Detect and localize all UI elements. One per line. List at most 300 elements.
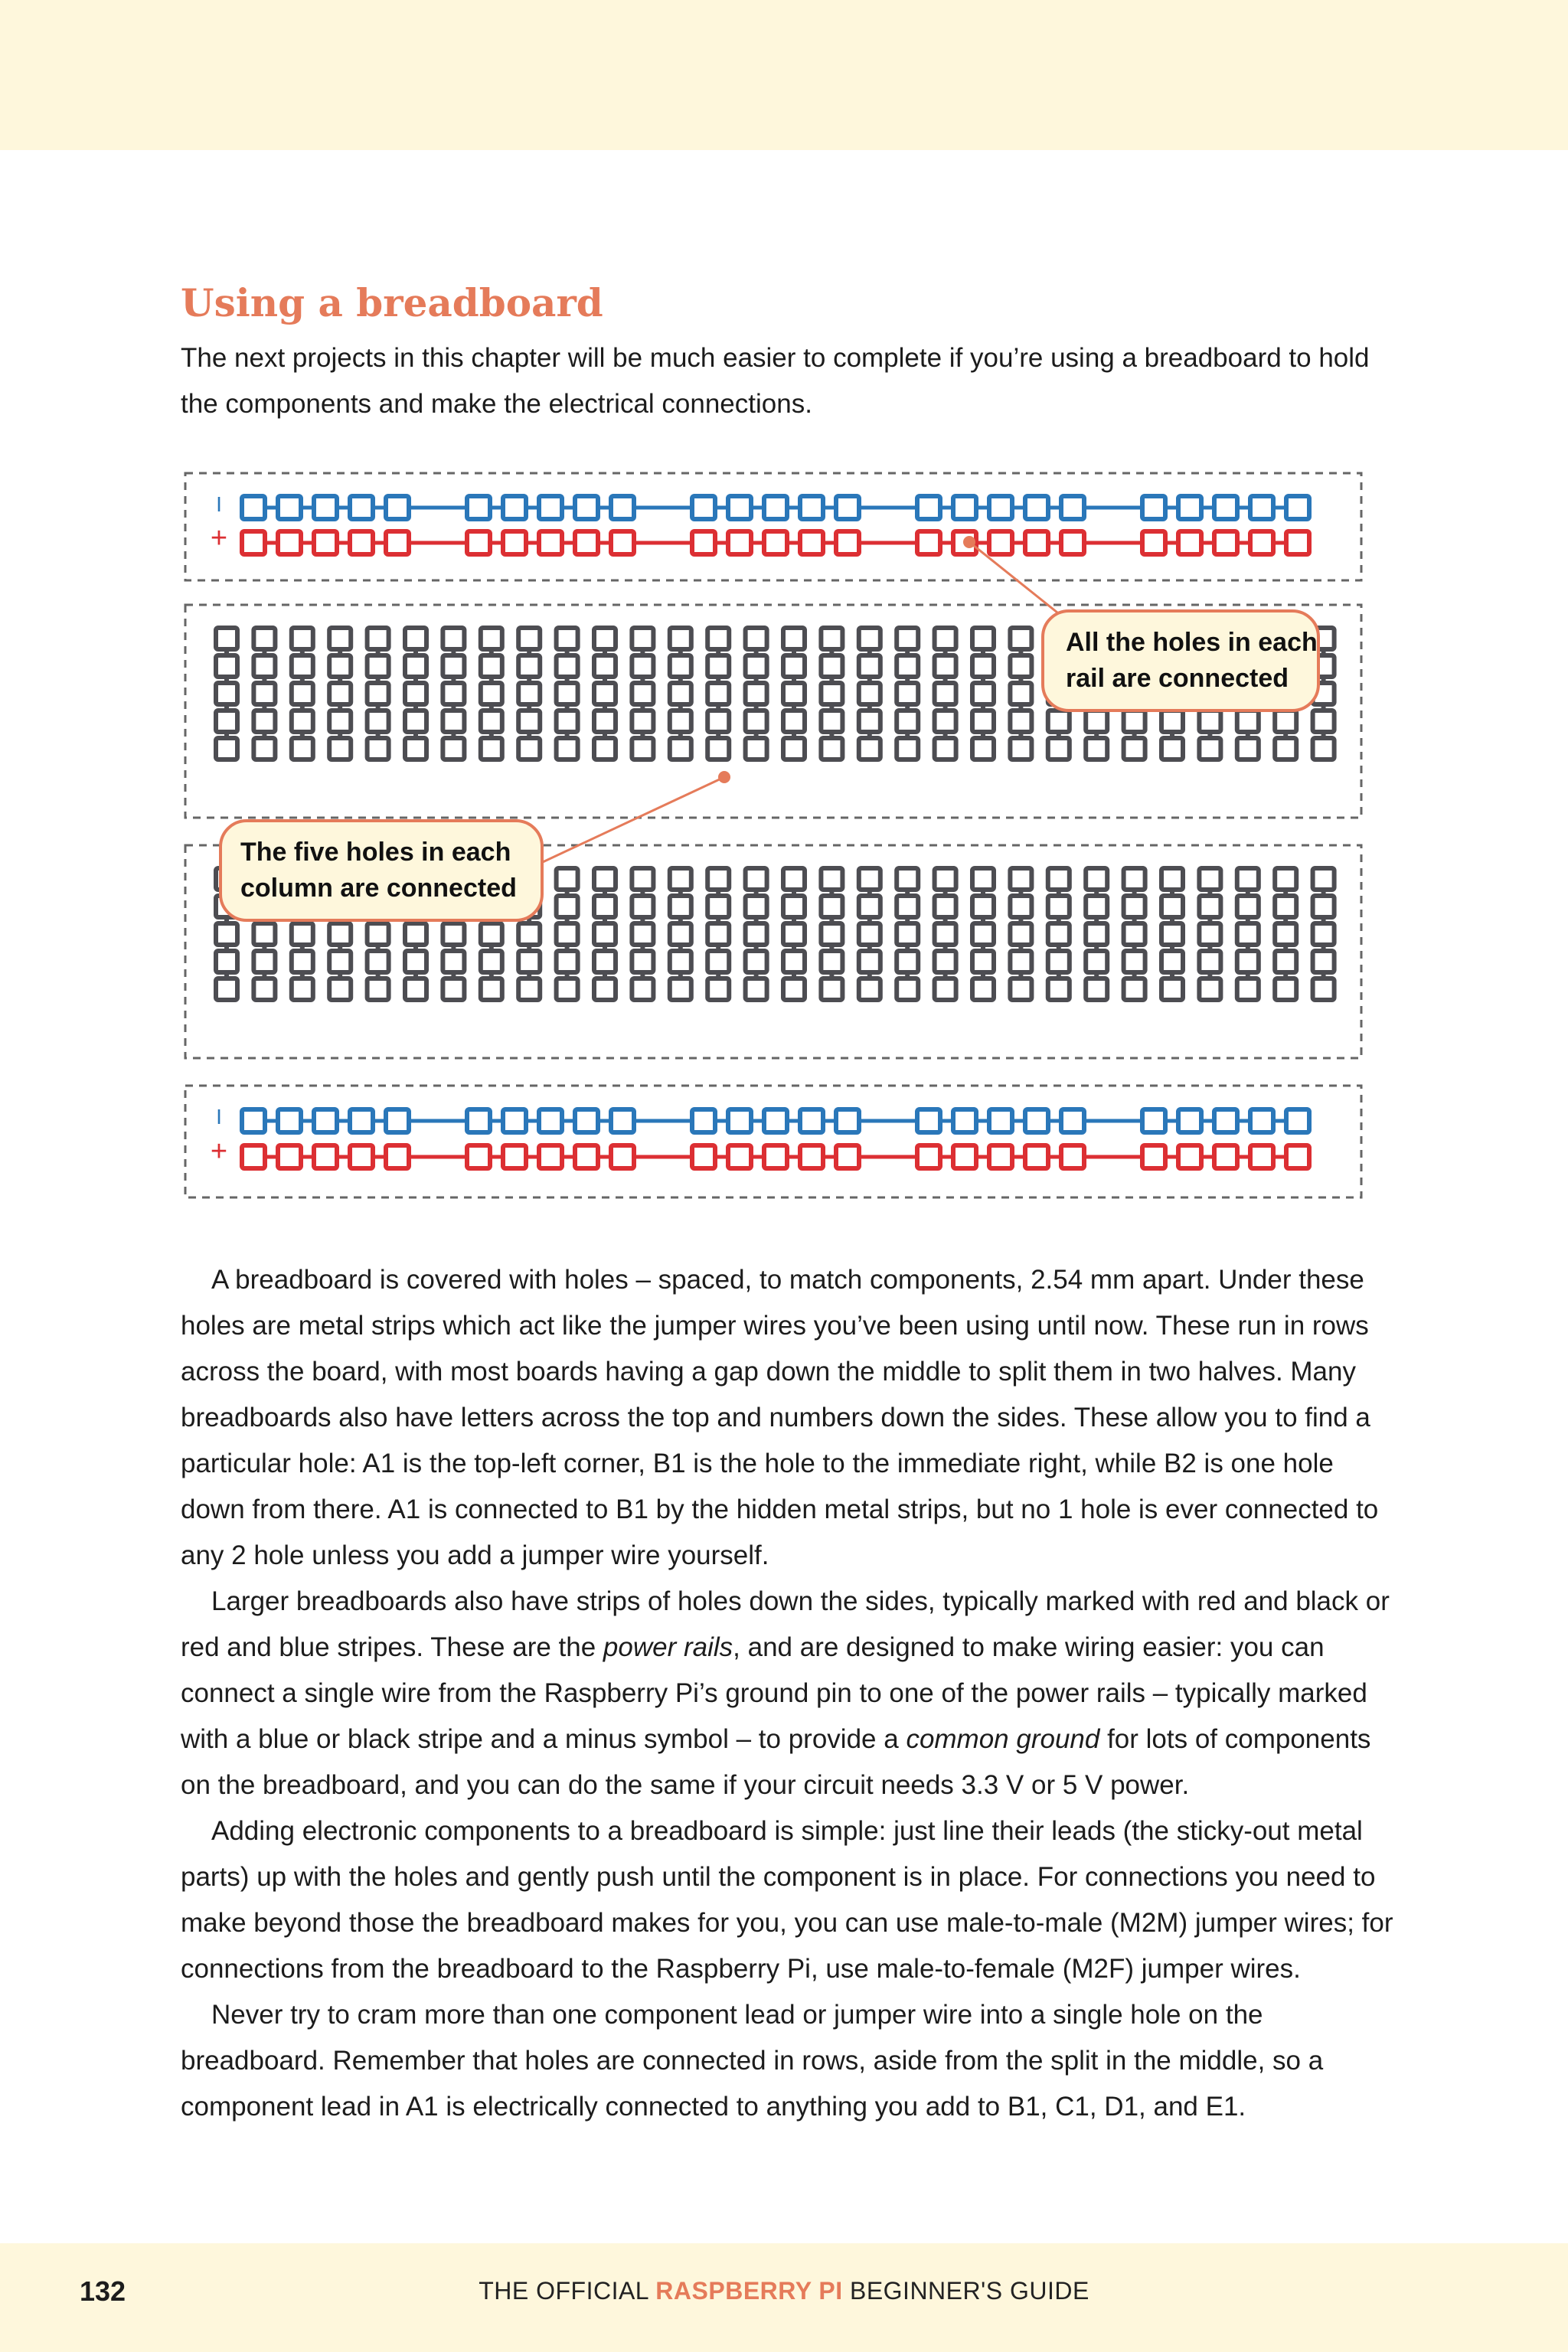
hole (1048, 951, 1070, 972)
hole (1237, 896, 1259, 917)
rail-hole (836, 496, 859, 519)
hole (783, 738, 805, 760)
hole (972, 683, 994, 704)
hole (935, 923, 956, 945)
hole (1237, 710, 1259, 732)
footer-title-suffix: BEGINNER'S GUIDE (842, 2277, 1089, 2305)
rail-hole (1250, 496, 1273, 519)
rail-hole (314, 1145, 337, 1168)
hole (783, 951, 805, 972)
callout-column-pointer (533, 777, 724, 867)
footer-title-accent: RASPBERRY PI (655, 2277, 843, 2305)
hole (897, 628, 918, 649)
rail-hole (728, 496, 751, 519)
hole (746, 978, 767, 1000)
hole (594, 628, 616, 649)
rail-hole (917, 1145, 940, 1168)
body-text (181, 1257, 1398, 2130)
rail-hole (386, 1109, 409, 1132)
rail-hole (467, 1145, 490, 1168)
hole (746, 923, 767, 945)
section-frame (185, 473, 1361, 580)
rail-hole (539, 531, 562, 554)
hole (670, 655, 691, 677)
hole (783, 923, 805, 945)
hole (746, 655, 767, 677)
bottom-minus-rail (242, 1109, 1309, 1132)
hole (1161, 951, 1183, 972)
hole (783, 710, 805, 732)
hole (1199, 868, 1220, 890)
hole (329, 978, 351, 1000)
hole (859, 923, 880, 945)
rail-hole (1286, 496, 1309, 519)
rail-hole (836, 1109, 859, 1132)
hole (821, 683, 842, 704)
hole (253, 738, 275, 760)
rail-hole (539, 1145, 562, 1168)
callout-rail-pointer (969, 542, 1069, 622)
hole (253, 978, 275, 1000)
hole (481, 923, 502, 945)
hole (443, 738, 464, 760)
rail-hole (1061, 531, 1084, 554)
hole (405, 655, 426, 677)
hole (632, 951, 653, 972)
hole (1161, 923, 1183, 945)
hole (1010, 738, 1031, 760)
hole (292, 710, 313, 732)
rail-hole (1250, 531, 1273, 554)
hole (594, 951, 616, 972)
hole (1048, 896, 1070, 917)
hole (746, 738, 767, 760)
rail-hole (242, 531, 265, 554)
hole (783, 896, 805, 917)
hole (557, 978, 578, 1000)
callout-rail-dot (963, 536, 975, 548)
hole (1048, 868, 1070, 890)
hole (557, 628, 578, 649)
rail-hole (764, 496, 787, 519)
hole (1086, 923, 1107, 945)
hole (1275, 951, 1296, 972)
hole (707, 628, 729, 649)
hole (368, 710, 389, 732)
body-paragraph-2 (181, 1579, 1398, 1808)
hole (216, 683, 237, 704)
hole (632, 738, 653, 760)
hole (1275, 978, 1296, 1000)
hole (1124, 868, 1145, 890)
rail-hole (1142, 1145, 1165, 1168)
rail-hole (1214, 531, 1237, 554)
hole (518, 710, 540, 732)
rail-hole (575, 531, 598, 554)
rail-hole (764, 1145, 787, 1168)
hole (253, 710, 275, 732)
hole (859, 738, 880, 760)
hole (707, 923, 729, 945)
hole (368, 738, 389, 760)
hole (216, 978, 237, 1000)
hole (1161, 896, 1183, 917)
rail-hole (989, 1145, 1012, 1168)
hole (1010, 710, 1031, 732)
hole (216, 951, 237, 972)
rail-hole (575, 496, 598, 519)
rail-hole (764, 1109, 787, 1132)
hole (329, 710, 351, 732)
hole (1199, 896, 1220, 917)
hole (1010, 655, 1031, 677)
rail-plus-label: + (210, 522, 228, 554)
hole (481, 978, 502, 1000)
callout-column-line-2: column are connected (240, 874, 517, 903)
hole (329, 923, 351, 945)
hole (1086, 978, 1107, 1000)
rail-hole (314, 531, 337, 554)
rail-hole (764, 531, 787, 554)
hole (1275, 896, 1296, 917)
hole (1010, 923, 1031, 945)
hole (935, 896, 956, 917)
hole (859, 628, 880, 649)
hole (1237, 738, 1259, 760)
rail-hole (1178, 531, 1201, 554)
breadboard-diagram (181, 469, 1366, 1204)
hole (1313, 923, 1334, 945)
hole (859, 655, 880, 677)
hole (897, 923, 918, 945)
hole (1161, 710, 1183, 732)
rail-hole (1214, 1145, 1237, 1168)
callout-rail-line-1: All the holes in each (1066, 628, 1318, 657)
hole (329, 951, 351, 972)
rail-hole (611, 531, 634, 554)
rail-hole (467, 496, 490, 519)
hole (557, 868, 578, 890)
hole (292, 923, 313, 945)
hole (292, 951, 313, 972)
hole (1313, 951, 1334, 972)
rail-hole (314, 496, 337, 519)
hole (1086, 951, 1107, 972)
rail-hole (692, 531, 715, 554)
hole (481, 628, 502, 649)
hole (859, 896, 880, 917)
rail-hole (1286, 531, 1309, 554)
hole (1313, 738, 1334, 760)
hole (518, 923, 540, 945)
rail-hole (314, 1109, 337, 1132)
hole (670, 896, 691, 917)
hole (972, 923, 994, 945)
hole (670, 951, 691, 972)
rail-hole (503, 1109, 526, 1132)
hole (935, 710, 956, 732)
hole (821, 951, 842, 972)
hole (746, 896, 767, 917)
rail-hole (1178, 496, 1201, 519)
rail-hole (836, 1145, 859, 1168)
hole (594, 738, 616, 760)
hole (557, 683, 578, 704)
hole (859, 683, 880, 704)
hole (1124, 710, 1145, 732)
hole (897, 978, 918, 1000)
rail-hole (692, 1109, 715, 1132)
hole (897, 868, 918, 890)
rail-hole (242, 496, 265, 519)
rail-hole (1142, 1109, 1165, 1132)
hole (1086, 738, 1107, 760)
hole (557, 655, 578, 677)
hole (935, 683, 956, 704)
rail-hole (539, 1109, 562, 1132)
rail-hole (575, 1109, 598, 1132)
hole (1048, 923, 1070, 945)
hole (670, 683, 691, 704)
hole (632, 710, 653, 732)
hole (1124, 923, 1145, 945)
rail-hole (1214, 1109, 1237, 1132)
rail-hole (692, 496, 715, 519)
body-paragraph-3: Adding electronic components to a breadboard is simple: just line their leads (the sticky-out metal parts) up with the holes and gently push until the component is in place. For connections you need to make beyond those the breadboard makes for you, you can use male-to-male (M2M) jumper wires; for connections from the breadboard to the Raspberry Pi, use male-to-female (M2F) jumper wires. (181, 1816, 1393, 1984)
hole (670, 923, 691, 945)
hole (594, 896, 616, 917)
hole (935, 655, 956, 677)
hole (1010, 868, 1031, 890)
hole (972, 655, 994, 677)
hole (216, 628, 237, 649)
rail-hole (242, 1145, 265, 1168)
hole (707, 868, 729, 890)
rail-hole (350, 1109, 373, 1132)
rail-hole (1061, 496, 1084, 519)
hole (368, 978, 389, 1000)
hole (1010, 628, 1031, 649)
rail-hole (800, 1145, 823, 1168)
hole (329, 738, 351, 760)
hole (707, 655, 729, 677)
rail-hole (728, 1145, 751, 1168)
hole (1048, 710, 1070, 732)
page-number: 132 (80, 2275, 126, 2307)
hole (1199, 710, 1220, 732)
hole (707, 951, 729, 972)
hole (1313, 868, 1334, 890)
hole (972, 710, 994, 732)
hole (783, 655, 805, 677)
hole (972, 738, 994, 760)
hole (632, 628, 653, 649)
hole (368, 628, 389, 649)
callout-column-box (220, 821, 542, 920)
hole (216, 710, 237, 732)
rail-plus-label-bottom: + (210, 1135, 228, 1168)
body-paragraph-1: A breadboard is covered with holes – spaced, to match components, 2.54 mm apart. Under these holes are metal strips which act like the jumper wires you’ve been using until now. These run in rows across the board, with most boards having a gap down the middle to split them in two halves. Many breadboards also have letters across the top and numbers down the sides. These allow you to find a particular hole: A1 is the top-left corner, B1 is the hole to the immediate right, while B2 is one hole down from there. A1 is connected to B1 by the hidden metal strips, but no 1 hole is ever connected to any 2 hole unless you add a jumper wire yourself. (181, 1265, 1379, 1570)
hole (707, 978, 729, 1000)
hole (481, 655, 502, 677)
rail-hole (1025, 496, 1048, 519)
hole (1010, 683, 1031, 704)
hole (707, 710, 729, 732)
hole (292, 738, 313, 760)
hole (1199, 738, 1220, 760)
rail-hole (989, 496, 1012, 519)
hole (1048, 738, 1070, 760)
hole (1124, 951, 1145, 972)
rail-hole (1178, 1145, 1201, 1168)
hole (481, 738, 502, 760)
rail-hole (836, 531, 859, 554)
hole (443, 628, 464, 649)
hole (1237, 868, 1259, 890)
hole (405, 978, 426, 1000)
hole (1161, 978, 1183, 1000)
hole (972, 628, 994, 649)
hole (329, 628, 351, 649)
rail-hole (917, 1109, 940, 1132)
rail-hole (575, 1145, 598, 1168)
rail-hole (692, 1145, 715, 1168)
hole (897, 683, 918, 704)
rail-hole (503, 496, 526, 519)
rail-hole (278, 1145, 301, 1168)
rail-hole (953, 1145, 976, 1168)
rail-hole (350, 496, 373, 519)
hole (405, 738, 426, 760)
hole (1010, 951, 1031, 972)
hole (405, 628, 426, 649)
hole (368, 683, 389, 704)
rail-hole (467, 1109, 490, 1132)
rail-hole (278, 496, 301, 519)
hole (1010, 978, 1031, 1000)
hole (859, 951, 880, 972)
bottom-plus-rail (242, 1145, 1309, 1168)
rail-hole (503, 531, 526, 554)
hole (821, 868, 842, 890)
hole (935, 978, 956, 1000)
top-plus-rail (242, 531, 1309, 554)
top-band (0, 0, 1568, 150)
hole (1010, 896, 1031, 917)
hole (1275, 738, 1296, 760)
hole (253, 655, 275, 677)
hole (1086, 710, 1107, 732)
hole (1086, 896, 1107, 917)
hole (594, 683, 616, 704)
hole (518, 951, 540, 972)
rail-hole (1250, 1109, 1273, 1132)
hole (594, 978, 616, 1000)
hole (1161, 738, 1183, 760)
rail-hole (611, 496, 634, 519)
hole (405, 683, 426, 704)
hole (783, 868, 805, 890)
hole (481, 951, 502, 972)
hole (821, 896, 842, 917)
hole (1275, 710, 1296, 732)
body-paragraph-2-c: for lots of components on the breadboard, and you can do the same if your circuit needs 3.3 V or 5 V power. (181, 1724, 1371, 1800)
hole (632, 896, 653, 917)
rail-hole (611, 1109, 634, 1132)
hole (518, 655, 540, 677)
rail-hole (1286, 1109, 1309, 1132)
hole (972, 951, 994, 972)
hole (1237, 951, 1259, 972)
hole (594, 923, 616, 945)
hole (216, 738, 237, 760)
rail-minus-label-bottom: I (216, 1105, 222, 1129)
rail-hole (953, 1109, 976, 1132)
hole (670, 868, 691, 890)
rail-hole (917, 496, 940, 519)
hole (1161, 868, 1183, 890)
hole (632, 978, 653, 1000)
rail-hole (1214, 496, 1237, 519)
hole (1124, 896, 1145, 917)
hole (594, 710, 616, 732)
rail-hole (800, 531, 823, 554)
body-paragraph-4: Never try to cram more than one component lead or jumper wire into a single hole on the breadboard. Remember that holes are connected in rows, aside from the split in the middle, so a component lead in A1 is electrically connected to anything you add to B1, C1, D1, and E1. (181, 2000, 1324, 2122)
term-power-rails: power rails (603, 1632, 733, 1662)
hole (935, 738, 956, 760)
hole (518, 683, 540, 704)
hole (1313, 896, 1334, 917)
rail-hole (800, 496, 823, 519)
hole (368, 923, 389, 945)
footer-book-title (0, 2277, 1568, 2305)
hole (632, 655, 653, 677)
hole (329, 683, 351, 704)
section-heading: Using a breadboard (181, 280, 603, 325)
hole (557, 951, 578, 972)
rail-hole (386, 496, 409, 519)
hole (1124, 978, 1145, 1000)
hole (253, 628, 275, 649)
rail-hole (917, 531, 940, 554)
hole (557, 923, 578, 945)
rail-hole (1061, 1109, 1084, 1132)
rail-hole (503, 1145, 526, 1168)
hole (632, 868, 653, 890)
rail-hole (350, 531, 373, 554)
hole (897, 896, 918, 917)
hole (897, 710, 918, 732)
hole (935, 868, 956, 890)
hole (821, 978, 842, 1000)
rail-hole (800, 1109, 823, 1132)
rail-hole (467, 531, 490, 554)
hole (670, 978, 691, 1000)
hole (783, 683, 805, 704)
rail-hole (728, 1109, 751, 1132)
hole (1199, 978, 1220, 1000)
hole (216, 923, 237, 945)
hole (821, 923, 842, 945)
intro-paragraph: The next projects in this chapter will be much easier to complete if you’re using a breadboard to hold the components and make the electrical connections. (181, 343, 1370, 419)
rail-hole (242, 1109, 265, 1132)
hole (594, 655, 616, 677)
hole (1199, 951, 1220, 972)
hole (443, 951, 464, 972)
hole (670, 738, 691, 760)
callout-column-dot (718, 771, 730, 783)
hole (859, 978, 880, 1000)
